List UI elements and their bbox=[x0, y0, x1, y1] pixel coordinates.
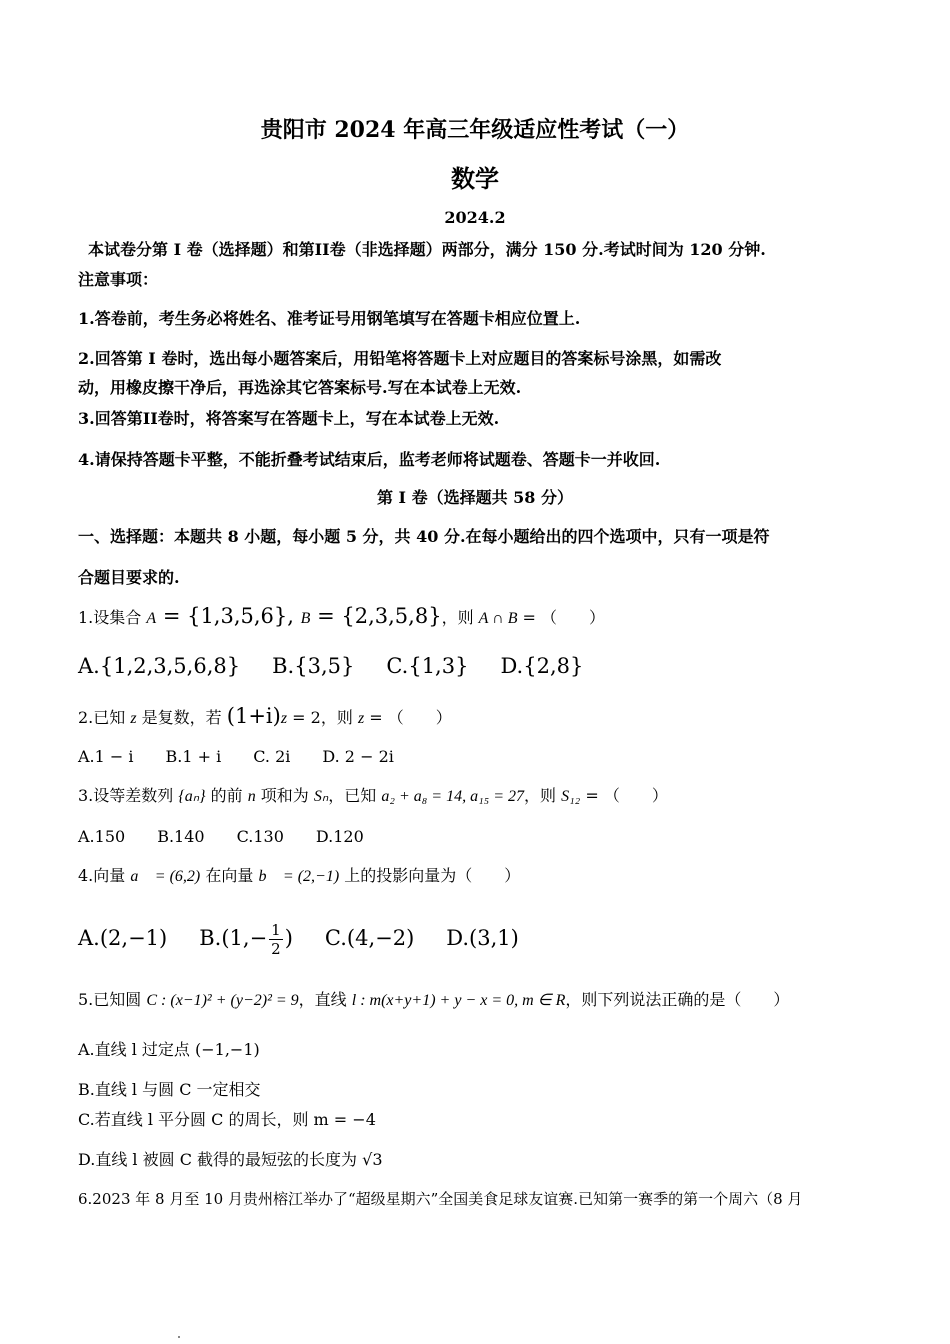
q1-option-b: B.{3,5} bbox=[272, 654, 355, 678]
q4-option-b-pre: B.(1,− bbox=[199, 926, 268, 950]
question-6: 6.2023 年 8 月至 10 月贵州榕江举办了“超级星期六”全国美食足球友谊赛.已知第一赛季的第一个周六（8 月 bbox=[78, 1190, 803, 1208]
question-4 bbox=[78, 866, 520, 887]
q1-option-d: D.{2,8} bbox=[500, 654, 584, 678]
q2-option-d: D. 2 − 2i bbox=[322, 747, 394, 766]
q4-option-b-fraction bbox=[269, 921, 283, 958]
q2-mid: 是复数，若 bbox=[136, 708, 227, 727]
q5-option-b: B.直线 l 与圆 C 一定相交 bbox=[78, 1080, 261, 1099]
q1-set-b-value: = {2,3,5,8} bbox=[310, 604, 442, 628]
q1-prefix: 1.设集合 bbox=[78, 608, 147, 627]
notice-title: 注意事项： bbox=[78, 270, 159, 289]
q2-eq2: = 2 bbox=[287, 708, 321, 727]
q5-prefix: 5.已知圆 bbox=[78, 990, 147, 1009]
exam-title: 贵阳市 2024 年高三年级适应性考试（一） bbox=[260, 117, 690, 143]
q4-option-a: A.(2,−1) bbox=[78, 926, 168, 950]
q3-option-c: C.130 bbox=[236, 827, 284, 846]
exam-date: 2024.2 bbox=[444, 208, 506, 227]
notice-2b: 动，用橡皮擦干净后，再选涂其它答案标号.写在本试卷上无效. bbox=[78, 378, 522, 397]
notice-4: 4.请保持答题卡平整，不能折叠考试结束后，监考老师将试题卷、答题卡一并收回. bbox=[78, 450, 661, 469]
q3-condition: a₂ + a₈ = 14, a₁₅ = 27 bbox=[381, 788, 525, 805]
q2-suffix: ，则 bbox=[320, 708, 358, 727]
q2-option-b: B.1 + i bbox=[165, 747, 222, 766]
q5-circle: C : (x−1)² + (y−2)² = 9 bbox=[146, 992, 299, 1009]
q2-option-a: A.1 − i bbox=[78, 747, 134, 766]
q3-option-b: B.140 bbox=[157, 827, 205, 846]
q4-option-c: C.(4,−2) bbox=[324, 926, 415, 950]
q4-mid: 在向量 bbox=[200, 866, 259, 885]
q2-end: = （ ） bbox=[364, 708, 452, 727]
q1-set-a-value: = {1,3,5,6}, bbox=[156, 604, 301, 628]
q2-z: z bbox=[130, 710, 137, 727]
q3-option-d: D.120 bbox=[315, 827, 364, 846]
q3-options bbox=[78, 827, 396, 847]
notice-2a: 2.回答第 I 卷时，选出每小题答案后，用铅笔将答题卡上对应题目的答案标号涂黑，如需改 bbox=[78, 349, 722, 368]
q2-z3: z bbox=[357, 710, 365, 727]
q2-z2: z bbox=[280, 710, 288, 727]
section-desc-2: 合题目要求的. bbox=[78, 568, 180, 587]
notice-3: 3.回答第II卷时，将答案写在答题卡上，写在本试卷上无效. bbox=[78, 409, 500, 428]
q3-s12: S₁₂ bbox=[561, 788, 581, 805]
page-mark bbox=[178, 1336, 180, 1338]
notice-1: 1.答卷前，考生务必将姓名、准考证号用钢笔填写在答题卡相应位置上. bbox=[78, 309, 581, 328]
q5-end: ，则下列说法正确的是（ ） bbox=[565, 990, 790, 1009]
q2-prefix: 2.已知 bbox=[78, 708, 131, 727]
q3-sn: Sₙ bbox=[313, 788, 329, 805]
q3-mid3: ，已知 bbox=[328, 786, 382, 805]
q4-option-b bbox=[199, 918, 293, 958]
q4-end: 上的投影向量为（ ） bbox=[339, 866, 521, 885]
q2-option-c: C. 2i bbox=[253, 747, 291, 766]
intro-text: 本试卷分第 I 卷（选择题）和第II卷（非选择题）两部分，满分 150 分.考试时间为 120 分钟. bbox=[88, 240, 766, 259]
q5-option-a: A.直线 l 过定点 (−1,−1) bbox=[78, 1040, 260, 1059]
subject-title: 数学 bbox=[451, 164, 499, 193]
q5-option-d: D.直线 l 被圆 C 截得的最短弦的长度为 √3 bbox=[78, 1150, 383, 1169]
q4-option-b-den: 2 bbox=[271, 940, 281, 958]
q3-mid: 的前 bbox=[205, 786, 248, 805]
q1-suffix: ，则 bbox=[441, 608, 479, 627]
q3-n: n bbox=[247, 788, 256, 805]
q4-option-b-post: ) bbox=[284, 926, 293, 950]
question-1 bbox=[78, 606, 605, 629]
q5-line: l : m(x+y+1) + y − x = 0, m ∈ R bbox=[351, 992, 566, 1009]
q4-prefix: 4.向量 bbox=[78, 866, 131, 885]
q4-option-d: D.(3,1) bbox=[446, 926, 519, 950]
q4-option-b-num: 1 bbox=[271, 921, 281, 939]
section-title: 第 I 卷（选择题共 58 分） bbox=[376, 488, 574, 507]
question-2 bbox=[78, 706, 452, 729]
q3-end: = （ ） bbox=[580, 786, 668, 805]
q5-option-c: C.若直线 l 平分圆 C 的周长，则 m = −4 bbox=[78, 1110, 376, 1129]
q4-options bbox=[78, 918, 551, 958]
question-3 bbox=[78, 786, 668, 807]
q1-option-a: A.{1,2,3,5,6,8} bbox=[78, 654, 241, 678]
q2-options bbox=[78, 747, 426, 767]
q1-options bbox=[78, 656, 615, 678]
q3-option-a: A.150 bbox=[78, 827, 126, 846]
q4-vector-a: a⃗ = (6,2) bbox=[130, 868, 201, 885]
q3-seq: {aₙ} bbox=[178, 788, 206, 805]
q3-mid2: 项和为 bbox=[255, 786, 314, 805]
question-5 bbox=[78, 990, 789, 1011]
q1-option-c: C.{1,3} bbox=[386, 654, 469, 678]
q1-end: = （ ） bbox=[517, 608, 606, 627]
q3-mid4: ，则 bbox=[524, 786, 562, 805]
q1-set-a: A bbox=[146, 610, 157, 627]
section-desc-1: 一、选择题：本题共 8 小题，每小题 5 分，共 40 分.在每小题给出的四个选项中，只有一项是符 bbox=[78, 527, 770, 546]
q5-mid: ，直线 bbox=[298, 990, 352, 1009]
q1-intersection: A ∩ B bbox=[478, 610, 518, 627]
q1-set-b: B bbox=[300, 610, 311, 627]
q3-prefix: 3.设等差数列 bbox=[78, 786, 179, 805]
q2-eq: (1+i) bbox=[226, 704, 281, 728]
q4-vector-b: b⃗ = (2,−1) bbox=[258, 868, 340, 885]
